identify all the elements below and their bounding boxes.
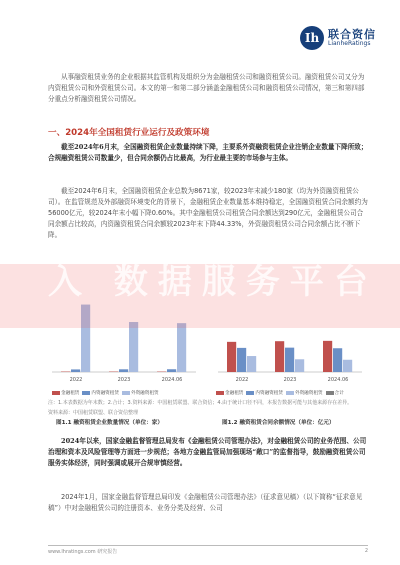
chart-source: 资料来源：中国租赁联盟、联合资信整理 bbox=[48, 410, 139, 416]
logo-mark-icon: Ih bbox=[300, 26, 324, 50]
bar-内资融资租赁-2023 bbox=[285, 348, 294, 372]
legend-item bbox=[52, 390, 79, 396]
x-tick-label: 2023 bbox=[117, 377, 131, 383]
logo-chinese-name: 联合资信 bbox=[328, 28, 376, 42]
x-tick-label: 2022 bbox=[235, 377, 249, 383]
bar-金融租赁-2022 bbox=[227, 342, 236, 372]
legend-label: 金融租赁 bbox=[225, 391, 244, 396]
bar-金融租赁-2024.06 bbox=[323, 341, 332, 372]
x-tick-label: 2024.06 bbox=[161, 377, 183, 383]
legend-label: 合计 bbox=[334, 391, 344, 396]
legend-item bbox=[122, 390, 159, 396]
legend-item bbox=[82, 390, 119, 396]
chart-contract-balance-legend bbox=[216, 390, 366, 396]
legend-swatch bbox=[216, 391, 224, 395]
logo-english-name: LianheRatings bbox=[328, 39, 371, 47]
legend-label: 内资融资租赁 bbox=[91, 391, 119, 396]
section-title: 一、2024年全国租赁行业运行及政策环境 bbox=[48, 128, 210, 138]
bar-外资融资租赁-2023 bbox=[129, 322, 138, 372]
bar-外资融资租赁-2022 bbox=[247, 356, 256, 372]
company-logo bbox=[300, 26, 376, 50]
legend-swatch bbox=[82, 391, 90, 395]
policy-body-paragraph: 2024年1月，国家金融监督管理总局印发《金融租赁公司管理办法》（征求意见稿）（以下简称“征求意见稿”）中对金融租赁公司的注册资本、业务分类及经营、公司 bbox=[48, 493, 363, 512]
legend-label: 内资融资租赁 bbox=[255, 391, 283, 396]
x-tick-label: 2023 bbox=[283, 377, 297, 383]
legend-label: 金融租赁 bbox=[61, 391, 80, 396]
legend-item bbox=[246, 390, 283, 396]
bar-金融租赁-2023 bbox=[275, 341, 284, 372]
watermark-text: 入 数据服务平台 bbox=[48, 262, 378, 302]
legend-swatch bbox=[326, 391, 334, 395]
x-tick-label: 2024.06 bbox=[327, 377, 349, 383]
bar-内资融资租赁-2024.06 bbox=[333, 348, 342, 372]
chart-note: 注：1.本表数据为年末数；2.合计；3.资料来源：中国租赁联盟、联合资信；4.由于统计口径不同，本报告数据可能与其他来源存在差异。 bbox=[48, 400, 353, 406]
legend-swatch bbox=[122, 391, 130, 395]
figure-title-2: 图1.2 融资租赁合同余额情况（单位：亿元） bbox=[222, 420, 335, 426]
legend-item bbox=[286, 390, 323, 396]
figure-title-1: 图1.1 融资租赁企业数量情况（单位：家） bbox=[56, 420, 163, 426]
summary-paragraph: 截至2024年6月末，全国融资租赁企业数量持续下降，主要系外资融资租赁企业注销企业数量下降所致；合规融资租赁公司数量少，但合同余额仍占比最高，为行业最主要的市场参与主体。 bbox=[48, 143, 368, 162]
policy-summary-paragraph: 2024年以来，国家金融监督管理总局发布《金融租赁公司管理办法》，对金融租赁公司的业务范围、公司治理和资本及风险管理等方面进一步规范；各地方金融监管局加强现场“敞口”的监督指导，鼓励融资租赁公司服务实体经济，同时强调或展开合规审慎经营。 bbox=[48, 437, 367, 467]
legend-item bbox=[216, 390, 243, 396]
legend-label: 外资融资租赁 bbox=[294, 391, 323, 396]
x-tick-label: 2022 bbox=[69, 377, 83, 383]
legend-label: 外资融资租赁 bbox=[130, 391, 159, 396]
bar-外资融资租赁-2023 bbox=[295, 359, 304, 372]
body-paragraph: 截至2024年6月末，全国融资租赁企业总数为8671家，较2023年末减少180家（均为外资融资租赁公司）。在监管规范及外部融资环境变化的背景下，金融租赁企业数量基本维持稳定，全国融资租赁合同余额约为56000亿元，较2024年末小幅下降0.60%。其中金融租赁公司租赁合同余额达到290亿元，金融租赁公司合同余额占比较高，内资融资租赁合同余额较2023年末下降44.33%，外资融资租赁公司合同余额占比不断下降。 bbox=[48, 187, 368, 239]
bar-内资融资租赁-2022 bbox=[71, 369, 80, 372]
bar-内资融资租赁-2023 bbox=[119, 369, 128, 372]
page-number: 2 bbox=[364, 548, 368, 554]
chart-enterprise-count-legend bbox=[52, 390, 200, 396]
bar-外资融资租赁-2024.06 bbox=[343, 360, 352, 372]
legend-item bbox=[326, 390, 344, 396]
legend-swatch bbox=[52, 391, 60, 395]
legend-swatch bbox=[286, 391, 294, 395]
bar-内资融资租赁-2024.06 bbox=[167, 369, 176, 372]
footer-divider bbox=[48, 545, 368, 546]
bar-外资融资租赁-2024.06 bbox=[177, 323, 186, 372]
intro-paragraph: 从事融资租赁业务的企业根据其监管机构及组织分为金融租赁公司和融资租赁公司。融资租赁公司又分为内资租赁公司和外资租赁公司。本文的第一和第二部分涵盖金融租赁公司和融资租赁公司情况，第三和第四部分重点分析融资租赁公司情况。 bbox=[48, 73, 365, 103]
legend-swatch bbox=[246, 391, 254, 395]
bar-内资融资租赁-2022 bbox=[237, 348, 246, 372]
footer-url: www.lhratings.com 研究报告 bbox=[48, 549, 118, 555]
